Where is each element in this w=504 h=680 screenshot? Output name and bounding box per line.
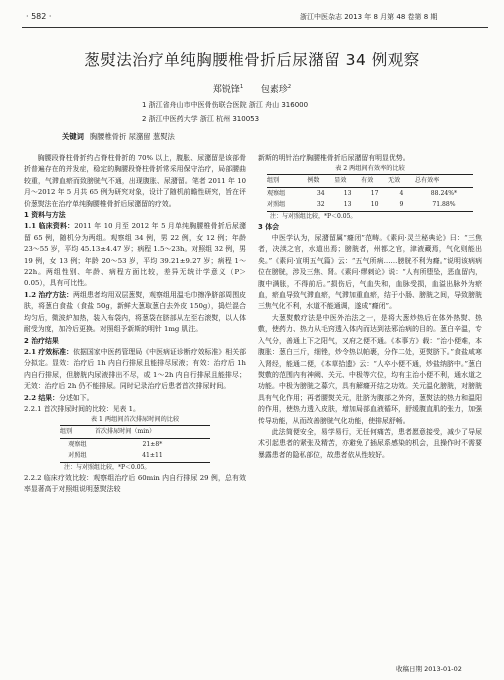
paragraph: 2.2.1 首次排尿时间的比较：见表 1。	[24, 404, 140, 413]
table-cell: 21±8*	[142, 440, 163, 448]
intro-paragraph: 胸腰段脊柱骨折约占脊柱骨折的 70% 以上，腹胀、尿潴留是该部骨折普遍存在的并发症，稳定的胸腰段脊柱骨折常采用保守治疗，局部腰曲较重，气滞血瘀而致膀胱气不通，出现腹胀、尿潴留。笔者 2011 年 10 月～2012 年 5 月共 65 例为研究对象，设计了随机前瞻性研究，旨在评价葱熨法在治疗单纯胸腰椎骨折后尿潴留的疗效。	[24, 154, 246, 208]
table-note: 注：与对照组比较，*P＜0.05。	[270, 212, 357, 220]
author-affiliation-mark: 2	[287, 84, 292, 90]
table-cell: 71.88%	[432, 201, 456, 209]
received-date: 收稿日期 2013-01-02	[396, 665, 462, 673]
keywords-label: 关键词	[62, 132, 84, 141]
author-affiliation-mark: 1	[239, 84, 244, 90]
paragraph: 新斯的明针治疗胸腰椎骨折后尿潴留有明显优势。	[258, 154, 410, 162]
affiliation: 2 浙江中医药大学 浙江 杭州 310053	[142, 115, 260, 123]
table-cell: 4	[399, 189, 404, 197]
table-header-cell: 显效	[334, 177, 347, 185]
table-row	[267, 187, 473, 199]
paragraph: 此法简便安全，易学易行，无任何痛苦，患者愿意接受，减少了导尿术引起患者的紧张及精苦，亦避免了插尿系感染的机会，且操作时不需要暴露患者的隐私部位，故患者依从性较好。	[258, 427, 482, 459]
table-header-cell: 首次排尿时间（min）	[94, 428, 156, 436]
page-number: · 582 ·	[26, 12, 52, 21]
table-header-cell: 有效	[361, 177, 374, 185]
left-column	[24, 153, 246, 495]
table-cell: 88.24%*	[430, 189, 458, 197]
table-cell: 10	[370, 201, 379, 209]
table-1	[60, 425, 210, 462]
table-cell: 13	[343, 189, 352, 197]
right-column	[258, 153, 482, 461]
table-cell: 32	[316, 201, 325, 209]
table-cell: 观察组	[68, 440, 87, 448]
author-line	[0, 82, 504, 95]
subsection-label: 2.1 疗效标准：	[24, 347, 74, 356]
paragraph: 2011 年 10 月至 2012 年 5 月单纯胸腰椎骨折后尿潴留 65 例，随机分为两组。观察组 34 例，男 22 例，女 12 例；年龄 23～55 岁，平均 45.13±4.47 岁；病程 1.5～23h。对照组 32 例，男 19 例，女 13 例；年龄 20～53 岁，平均 39.21±9.27 岁；病程 1～22h。两组性别、年龄、病程方面比较，差异无统计学意义（P＞0.05），具有可比性。	[24, 222, 246, 288]
table-header-cell: 组别	[267, 177, 280, 185]
paragraph: 2.2.2 临床疗效比较：观察组治疗后 60min 内自行排尿 29 例，总有效率显著高于对照组说明葱熨法较	[24, 473, 246, 493]
paragraph: 依据国家中医药管理局《中医病证诊断疗效标准》相关部分拟定。显效：治疗后 1h 内自行排尿且能排尽尿液；有效：治疗后 1h 内自行排尿，但膀胱内尿液排出不尽，或 1～2h 内自行排尿且能排尽；无效：治疗后 2h 仍不能排尿。同时记录治疗后患者首次排尿时间。	[24, 347, 247, 391]
table-header-cell: 总有效率	[414, 177, 440, 185]
paragraph: 分述如下。	[59, 393, 94, 402]
affiliation: 1 浙江省舟山市中医骨伤联合医院 浙江 舟山 316000	[142, 101, 309, 109]
table-cell: 17	[370, 189, 379, 197]
paragraph: 两组患者均用双层葱熨，观察组用温毛巾擦净脐部周围皮肤，将葱白食盐（食盐 50g，新鲜大葱取葱白去外皮 150g），捣烂混合均匀后，微波炉加热，装入布袋内，将葱袋在脐部从左至右滚熨，以人体耐受为度，加冷后更换。对照组予新斯的明针 1mg 肌注。	[24, 290, 247, 334]
table-cell: 41±11	[142, 452, 163, 460]
table-cell: 对照组	[267, 201, 286, 209]
table-header-cell: 例数	[307, 177, 320, 185]
author-name: 包素珍	[260, 85, 288, 95]
section-heading: 1 资料与方法	[24, 211, 66, 220]
table-row	[267, 199, 473, 211]
section-heading: 2 治疗结果	[24, 336, 59, 345]
table-caption: 表 1 两组间首次排尿时间的比较	[90, 416, 180, 424]
table-2	[267, 174, 473, 211]
table-cell: 34	[316, 189, 325, 197]
subsection-label: 2.2 结果：	[24, 393, 60, 402]
table-cell: 9	[399, 201, 404, 209]
keywords	[62, 132, 175, 142]
table-header-row	[60, 426, 210, 438]
article-title: 葱熨法治疗单纯胸腰椎骨折后尿潴留 34 例观察	[84, 51, 420, 69]
author-name: 郑锐锋	[212, 85, 240, 95]
header-rule	[22, 27, 488, 28]
section-heading: 3 体会	[258, 222, 279, 231]
paragraph: 中医学认为，尿潴留属“癃闭”范畴。《素问·灵兰秘典论》曰：“三焦者，决渎之官，水道出焉；膀胱者，州都之官，津液藏焉，气化则能出矣。”《素问·宣明五气篇》云：“五气所病……膀胱不利为癃。”说明该病病位在膀胱，涉及三焦、肾。《素问·缪刺论》说：“人有所堕坠，恶血留内，腹中满胀，不得前后。”损伤后，气血失和，血脉受损，血溢出脉外为瘀血，瘀血导致气滞血瘀，气滞加重血瘀，结于小肠、膀胱之间，导致膀胱三焦气化不利，水道不能通调，遂成“癃闭”。	[258, 234, 482, 311]
table-cell: 观察组	[267, 189, 286, 197]
table-cell: 对照组	[68, 452, 87, 460]
table-cell: 13	[343, 201, 352, 209]
paragraph: 大葱熨敷疗法是中医外治法之一，是将大葱炒热后在体外热熨、热敷，使药力、热力从毛窍透入体内而达到祛邪治病的目的。葱白辛温，专入气分，善通上下之阳气，又府之便不通。《本事方》载：“治小便难，本腹胀：葱白三斤，细锉，炒令热以帕裹，分作二处，更熨脐下。”食盐咸寒入肾经，能通二便，《本草拾遗》云：“人卒小便不通，炒盐纳脐中。”葱白熨敷的范围内有神阙、关元、中极等穴位，均有主治小便不利，通水道之功能。中极为膀胱之募穴，具有解癃开结之功效。关元温化膀胱，对膀胱具有气化作用；再者腰熨关元，肚脐为腹部之外窍，葱熨法的热力和温阳的作用，使热力透入皮肤，增加局部血液循环，舒缓腹直肌的张力，加强传导功能，从而改善膀胱气化功能，使排尿舒畅。	[258, 313, 482, 425]
keywords-text: 胸腰椎骨折 尿潴留 葱熨法	[89, 132, 175, 141]
subsection-label: 1.1 临床资料：	[24, 222, 75, 231]
table-row	[60, 438, 210, 450]
subsection-label: 1.2 治疗方法：	[24, 290, 74, 299]
journal-header: 浙江中医杂志 2013 年 8 月第 48 卷第 8 期	[300, 13, 438, 21]
table-row	[60, 450, 210, 462]
table-caption: 表 2 两组间有效率的比较	[335, 165, 405, 173]
table-header-row	[267, 175, 473, 187]
table-header-cell: 组别	[60, 428, 73, 436]
table-note: 注：与对照组比较，*P＜0.05。	[64, 463, 151, 471]
table-header-cell: 无效	[388, 177, 401, 185]
